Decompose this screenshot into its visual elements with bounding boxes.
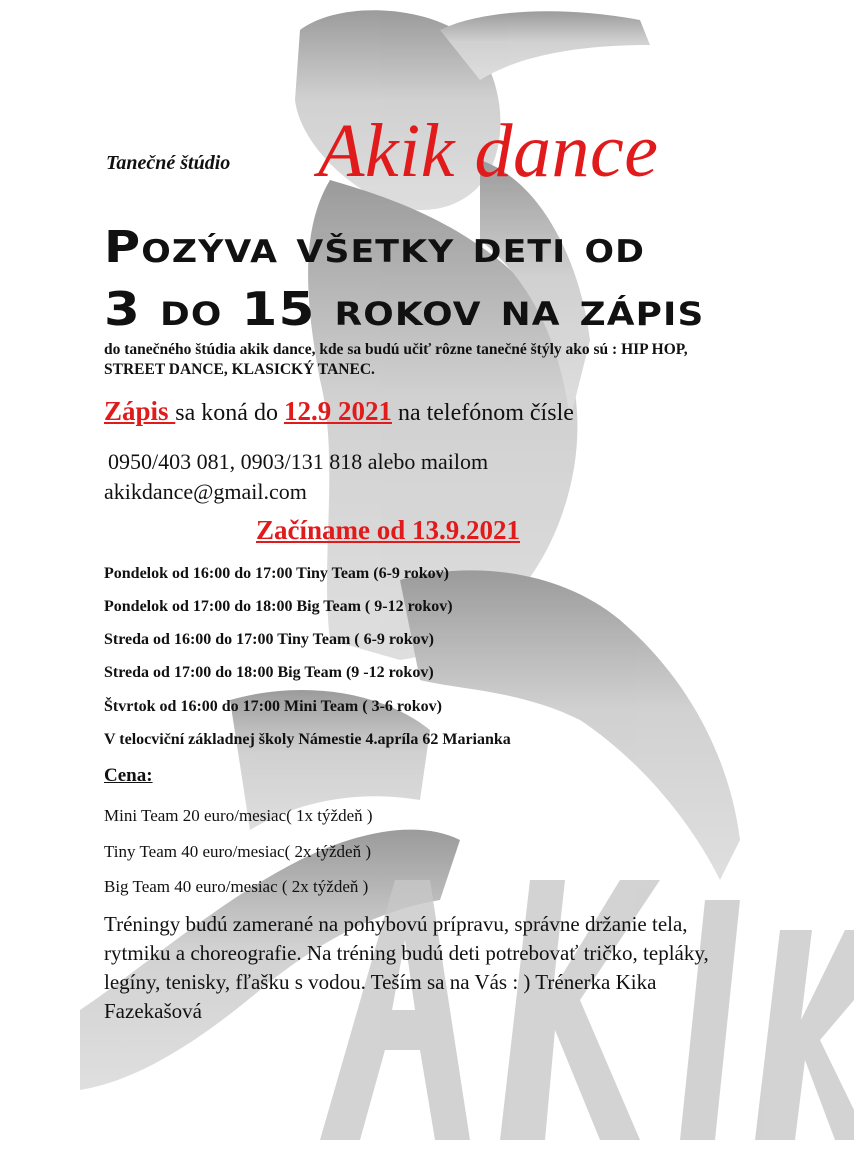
registration-line bbox=[104, 396, 574, 427]
start-date: Začíname od 13.9.2021 bbox=[256, 515, 521, 545]
schedule-item: Streda od 16:00 do 17:00 Tiny Team ( 6-9 rokov) bbox=[104, 631, 434, 648]
schedule-item: Pondelok od 17:00 do 18:00 Big Team ( 9-12 rokov) bbox=[104, 598, 453, 615]
studio-label: Tanečné štúdio bbox=[106, 152, 231, 174]
price-item: Big Team 40 euro/mesiac ( 2x týždeň ) bbox=[104, 877, 369, 896]
venue-text: V telocviční základnej školy Námestie 4.apríla 62 Marianka bbox=[104, 731, 511, 748]
email-address[interactable]: akikdance@gmail.com bbox=[104, 479, 307, 504]
phone-numbers: 0950/403 081, 0903/131 818 alebo mailom bbox=[108, 449, 489, 474]
closing-text: Tréningy budú zamerané na pohybovú prípravu, správne držanie tela, rytmiku a choreografie. Na tréning budú deti potrebovať tričko, tepláky, legíny, tenisky, fľašku s vodou. Teším sa na Vás : ) Trénerka Kika Fazekašová bbox=[104, 912, 709, 1023]
registration-text-1: sa koná do bbox=[175, 400, 284, 426]
schedule-item: Štvrtok od 16:00 do 17:00 Mini Team ( 3-6 rokov) bbox=[104, 698, 442, 715]
pricing-heading: Cena: bbox=[104, 765, 153, 786]
price-item: Mini Team 20 euro/mesiac( 1x týždeň ) bbox=[104, 806, 373, 825]
headline-line-2: 3 do 15 rokov na zápis bbox=[104, 282, 705, 336]
intro-text: do tanečného štúdia akik dance, kde sa budú učiť rôzne tanečné štýly ako sú : HIP HOP, STREET DANCE, KLASICKÝ TANEC. bbox=[104, 341, 688, 378]
schedule-item: Streda od 17:00 do 18:00 Big Team (9 -12 rokov) bbox=[104, 664, 434, 681]
registration-label: Zápis bbox=[104, 396, 176, 426]
brand-name: Akik dance bbox=[318, 109, 659, 193]
schedule-item: Pondelok od 16:00 do 17:00 Tiny Team (6-9 rokov) bbox=[104, 565, 449, 582]
contact-block bbox=[104, 447, 488, 507]
registration-deadline: 12.9 2021 bbox=[283, 396, 392, 426]
price-item: Tiny Team 40 euro/mesiac( 2x týždeň ) bbox=[104, 842, 371, 861]
headline-line-1: Pozýva všetky deti od bbox=[104, 222, 646, 273]
registration-text-2: na telefónom čísle bbox=[391, 400, 574, 426]
